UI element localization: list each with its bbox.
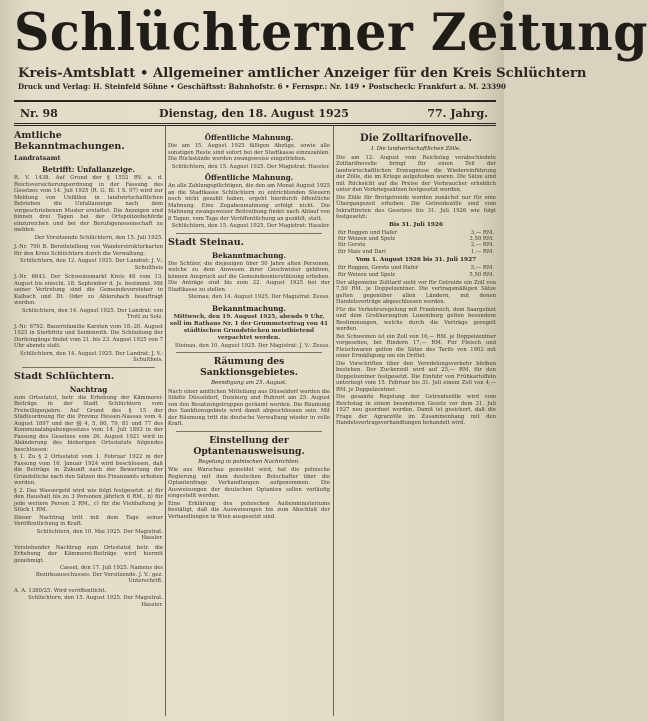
notice-title: Bekanntmachung. bbox=[212, 250, 286, 260]
article-text: Die gesamte Regelung der Getreidezölle wird vom Reichstag in einem besonderen Gesetz vor dem 31. Juli 1927 neu geordnet werden. Damit ist gesichert, daß die Frage der Agrarzölle im Zusammenhang mit den Handelsvertragsverhandlungen behandelt wird. bbox=[336, 394, 496, 427]
table-cell: für Weizen und Spelz bbox=[338, 235, 395, 242]
section-heading: Stadt Steinau. bbox=[168, 236, 244, 248]
notice-signature: Schlüchtern, den 14. August 1925. Der Landrat: von Trott zu Solz. bbox=[21, 307, 163, 320]
masthead-subtitle: Kreis-Amtsblatt • Allgemeiner amtlicher Anzeiger für den Kreis Schlüchtern bbox=[18, 66, 587, 81]
masthead-imprint: Druck und Verlag: H. Steinfeld Söhne • Geschäftsst: Bahnhofstr. 6 • Fernspr.: Nr. 149 • Postscheck: Frankfurt a. M. 23390 bbox=[18, 82, 506, 91]
notice-text: An alle Zahlungspflichtigen, die den am Monat August 1925 an die Stadtkasse Schlüchtern zu entrichtenden Steuern noch nicht gezahlt haben, ergeht hierdurch öffentliche Mahnung. Eine Zugabenmahnung erfolgt nicht. Die Mahnung zwangsweiser Beitreibung findet nach Ablauf von 8 Tagen, vom Tage der Veröffentlichung an gezählt, statt. bbox=[168, 183, 330, 222]
article-text: Die Vorschriften über den Veredelungsverkehr bleiben bestehen. Der Zuckerzoll wird auf 25,— RM. für den Doppelzentner festgesetzt. Die Einfuhr von Frühkartoffeln unterliegt vom 15. Februar bis 31. Juli einem Zoll von 4,— RM. je Doppelzentner. bbox=[336, 360, 496, 393]
notice-text: J.-Nr. 790 B. Bereitstellung von Wanderstrukturkarten für den Kreis Schlüchtern durch die Verwaltung. bbox=[14, 244, 163, 257]
article-subheadline: Regelung in polnischen Nachrichten. bbox=[198, 458, 300, 465]
paragraph: § 2. Das Wassergeld wird wie folgt festgesetzt: a) für den Haushalt bis zu 3 Personen jährlich 6 RM., b) für jede weitere Person 2 RM., c) für die Viehhaltung je Stück 1 RM. bbox=[14, 487, 163, 513]
dateline-rule-2 bbox=[14, 125, 496, 126]
issue-date: Dienstag, den 18. August 1925 bbox=[159, 107, 349, 120]
issue-year: 77. Jahrg. bbox=[427, 107, 488, 120]
issue-number: Nr. 98 bbox=[20, 107, 58, 120]
column-3 bbox=[336, 130, 496, 712]
notice-text: J.-Nr. 6643. Der Schweinemarkt Kreis 48 vom 13. August bis einschl. 18. September d. Js. bestimmt. Mit seiner Vertretung sind die Gemeindevorsteher in Kalbach und Dt. Oder zu Ahlersbach beauftragt worden. bbox=[14, 274, 163, 306]
notice-signature: Der Vorsitzende Schlüchtern, den 15. Juli 1925. bbox=[34, 234, 163, 241]
notice-title: Betrifft: Unfallanzeige. bbox=[42, 165, 135, 174]
tariff-table-1 bbox=[336, 230, 496, 256]
table-cell: für Gerste bbox=[338, 242, 366, 249]
notice-title: Öffentliche Mahnung. bbox=[204, 173, 294, 182]
column-divider-1 bbox=[165, 126, 166, 716]
article-headline: Die Zolltarifnovelle. bbox=[360, 133, 472, 144]
table-cell: für Weizen und Spelz bbox=[338, 271, 395, 278]
table-title: Bis 31. Juli 1926 bbox=[388, 221, 443, 228]
table-cell: für Mais und Dari bbox=[338, 248, 386, 255]
dateline-rule bbox=[14, 123, 496, 124]
dateline bbox=[14, 104, 494, 122]
notice-text: R. V. 1438. Auf Grund der § 1552 RV. a. d. Reichsversicherungsordnung in der Fassung des Gesetzes vom 14. Juli 1925 (R. G. Bl. I S. 97) wird zur Meldung von Unfällen in landwirtschaftlichen Betrieben die Unfallanzeige nach dem vorgeschriebenen Muster erstattet. Die Anzeigen sind binnen drei Tagen bei der Ortspolizeibehörde einzureichen und bei der Berufsgenossenschaft zu melden. bbox=[14, 175, 163, 233]
subheading: Landratsamt bbox=[14, 154, 61, 162]
table-cell: 3,— RM. bbox=[470, 229, 494, 236]
section-heading: Amtliche Bekanntmachungen. bbox=[14, 130, 125, 152]
masthead-title: Schlüchterner Zeitung bbox=[14, 1, 648, 63]
table-cell: 2,— RM. bbox=[470, 242, 494, 249]
paragraph: § 1. Zu § 2 Ortsstatut vom 1. Februar 1922 in der Fassung vom 16. Januar 1924 wird beschlossen, daß die Beiträge in Zukunft nach der Bewertung der Grundstücke nach den Sätzen des Finanzamts erhoben werden. bbox=[14, 454, 163, 486]
notice-text: Die am 15. August 1925 fälligen Abzüge, sowie alle sonstigen Reste sind sofort bei der Stadtkasse einzuzahlen. Die Rückstände werden zwangsweise eingetrieben. bbox=[168, 143, 330, 162]
article-headline: Einstellung der Optantenausweisung. bbox=[193, 434, 305, 457]
article-text: Für die Verkehrsregelung mit Frankreich, dem Saargebiet und dem Großherzogtum Luxemburg gelten besondere Bestimmungen, welche durch die Verträge geregelt werden. bbox=[336, 306, 496, 333]
notice-text: Mittwoch, den 19. August 1925, abends 9 Uhr, soll im Rathaus Nr. 1 der Grummetertrag von 41 städtischen Grundstücken meistbietend verpachtet werden. bbox=[169, 313, 329, 341]
notice-signature: Schlüchtern, den 10. Mai 1925. Der Magistrat. Hassler. bbox=[36, 528, 163, 541]
separator bbox=[176, 431, 322, 432]
column-1 bbox=[14, 130, 163, 712]
table-cell: 5,— RM. bbox=[470, 265, 494, 272]
notice-title: Bekanntmachung. bbox=[212, 303, 286, 313]
notice-signature: Schlüchtern, den 15. August 1925. Der Magistrat. Hassler. bbox=[28, 595, 163, 608]
notice-signature: Schlüchtern, den 15. August 1925. Der Magistrat: Hassler. bbox=[171, 163, 330, 170]
article-text: Wie aus Warschau gemeldet wird, hat die polnische Regierung mit dem deutschen Botschafter über die Optantenfrage Verhandlungen aufgenommen. Die Ausweisungen der deutschen Optanten sollen vorläufig eingestellt werden. bbox=[168, 467, 330, 499]
table-cell: 3,50 RM. bbox=[469, 235, 494, 242]
column-2 bbox=[168, 130, 330, 712]
article-subheadline: Beendigung am 25. August. bbox=[211, 380, 287, 386]
notice-signature: Schlüchtern, den 14. August 1925. Der Landrat: J. V.: Schultheis. bbox=[19, 350, 163, 363]
notice-text: Vorstehender Nachtrag zum Ortsstatut betr. die Erhebung der Kämmerei-Beiträge wird hiermit genehmigt. bbox=[14, 544, 163, 564]
article-text: Nach einer amtlichen Mitteilung aus Düsseldorf werden die Städte Düsseldorf, Duisburg und Ruhrort am 25. August von den Besatzungstruppen geräumt werden. Die Räumung des Sanktionsgebiets wird damit abgeschlossen sein. Mit der Räumung tritt die deutsche Verwaltung wieder in volle Kraft. bbox=[168, 388, 330, 427]
tariff-table-2 bbox=[336, 265, 496, 278]
table-cell: 5,50 RM. bbox=[469, 271, 494, 278]
notice-signature: Steinau, den 10. August 1925. Der Magistrat: J. V.: Zeuss. bbox=[175, 342, 330, 349]
table-cell: für Roggen, Gerste und Hafer bbox=[338, 265, 419, 272]
separator bbox=[176, 352, 322, 353]
notice-signature: Schlüchtern, den 12. August 1925. Der Landrat: J. V.: Schultheis bbox=[19, 258, 163, 271]
table-cell: 1,— RM. bbox=[470, 248, 494, 255]
article-text: Eine Erklärung des polnischen Außenministeriums bestätigt, daß die Ausweisungen bis zum Abschluß der Verhandlungen in Wien ausgesetzt sind. bbox=[168, 500, 330, 520]
table-row bbox=[336, 249, 496, 255]
article-headline: Räumung des Sanktionsgebietes. bbox=[200, 356, 298, 378]
section-heading: Stadt Schlüchtern. bbox=[14, 370, 115, 382]
notice-text: J.-Nr. 6792. Bauernfamilie Karsten vom 18.-20. August 1925 in Sterbfritz und Seidenroth. Die Schließung der Dorfeingänge findet vom 21. bis 23. August 1925 von 7 Uhr abends statt. bbox=[14, 323, 163, 349]
column-divider-2 bbox=[333, 126, 334, 716]
notice-text: Die Schüler, die diejenigen über 50 Jahre alten Personen, welche zu dem Anwesen ihrer Geschwister gehören, können Anspruch auf die Gemeindeunterstützung erheben. Die Anträge sind bis zum 22. August 1925 bei der Stadtkasse zu stellen. bbox=[168, 260, 330, 293]
table-title: Vom 1. August 1926 bis 31. Juli 1927 bbox=[355, 257, 477, 264]
notice-text: zum Ortsstatut, betr. die Erhebung der Kämmerei-Beiträge in der Stadt Schlüchtern vom Freiwilligenjahre. Auf Grund des § 15 der Städteordnung für die Provinz Hessen-Nassau vom 4. August 1897 und der §§ 4, 5, 80, 79, 81 und 77 des Kommunalabgabengesetzes vom 14. Juli 1893 in der Fassung des Gesetzes vom 26. August 1921 wird in Abänderung des bisherigen Ortsstatuts folgendes beschlossen: bbox=[14, 394, 163, 453]
article-text: Die am 12. August vom Reichstag verabschiedete Zolltarifnovelle bringt für einen Teil der landwirtschaftlichen Erzeugnisse die Wiedereinführung der Zölle, die im Kriege aufgehoben waren. Die Sätze sind mit Rücksicht auf die Preise der Verbraucher erheblich unter den Vorkriegssätzen festgesetzt worden. bbox=[336, 154, 496, 193]
notice-signature: Cassel, den 17. Juli 1925. Namens des Bezirksausschusses: Der Vorsitzende. J. V.: gez. Unterschrift. bbox=[35, 565, 163, 584]
separator bbox=[22, 367, 155, 368]
table-cell: für Roggen und Hafer bbox=[338, 229, 398, 236]
article-subheadline: I. Die landwirtschaftlichen Zölle. bbox=[371, 146, 461, 152]
notice-title: Öffentliche Mahnung. bbox=[204, 133, 294, 142]
table-row bbox=[336, 265, 496, 271]
table-row bbox=[336, 272, 496, 278]
paragraph: Dieser Nachtrag tritt mit dem Tage seiner Veröffentlichung in Kraft. bbox=[14, 514, 163, 527]
notice-title: Nachtrag bbox=[69, 384, 108, 394]
article-text: Die Zölle für Brotgetreide werden zunächst nur für eine Übergangszeit erhoben. Die Getreidezölle sind vom Inkrafttreten des Gesetzes bis 31. Juli 1926 wie folgt festgesetzt: bbox=[336, 194, 496, 220]
article-text: Bei Schweinen ist ein Zoll von 16,— RM. je Doppelzentner vorgesehen, bei Rindern 17,— RM. Für Fleisch und Fleischwaren gelten die Sätze des Tarifs von 1902 mit einer Ermäßigung um ein Drittel. bbox=[336, 333, 496, 360]
article-text: Der allgemeine Zolltarif sieht vor für Getreide ein Zoll von 7,50 RM. je Doppelzentner. Die vertragsmäßigen Sätze gelten gegenüber allen Ländern, mit denen Handelsverträge abgeschlossen werden. bbox=[336, 279, 496, 306]
separator bbox=[176, 233, 322, 234]
notice-signature: Schlüchtern, den 15. August 1925. Der Magistrat: Hassler. bbox=[171, 223, 330, 229]
notice-text: A. A. 1380/25. Wird veröffentlicht. bbox=[14, 587, 107, 594]
top-rule bbox=[14, 100, 496, 102]
notice-signature: Steinau, den 14. August 1925. Der Magistrat: Zeuss. bbox=[188, 294, 330, 300]
